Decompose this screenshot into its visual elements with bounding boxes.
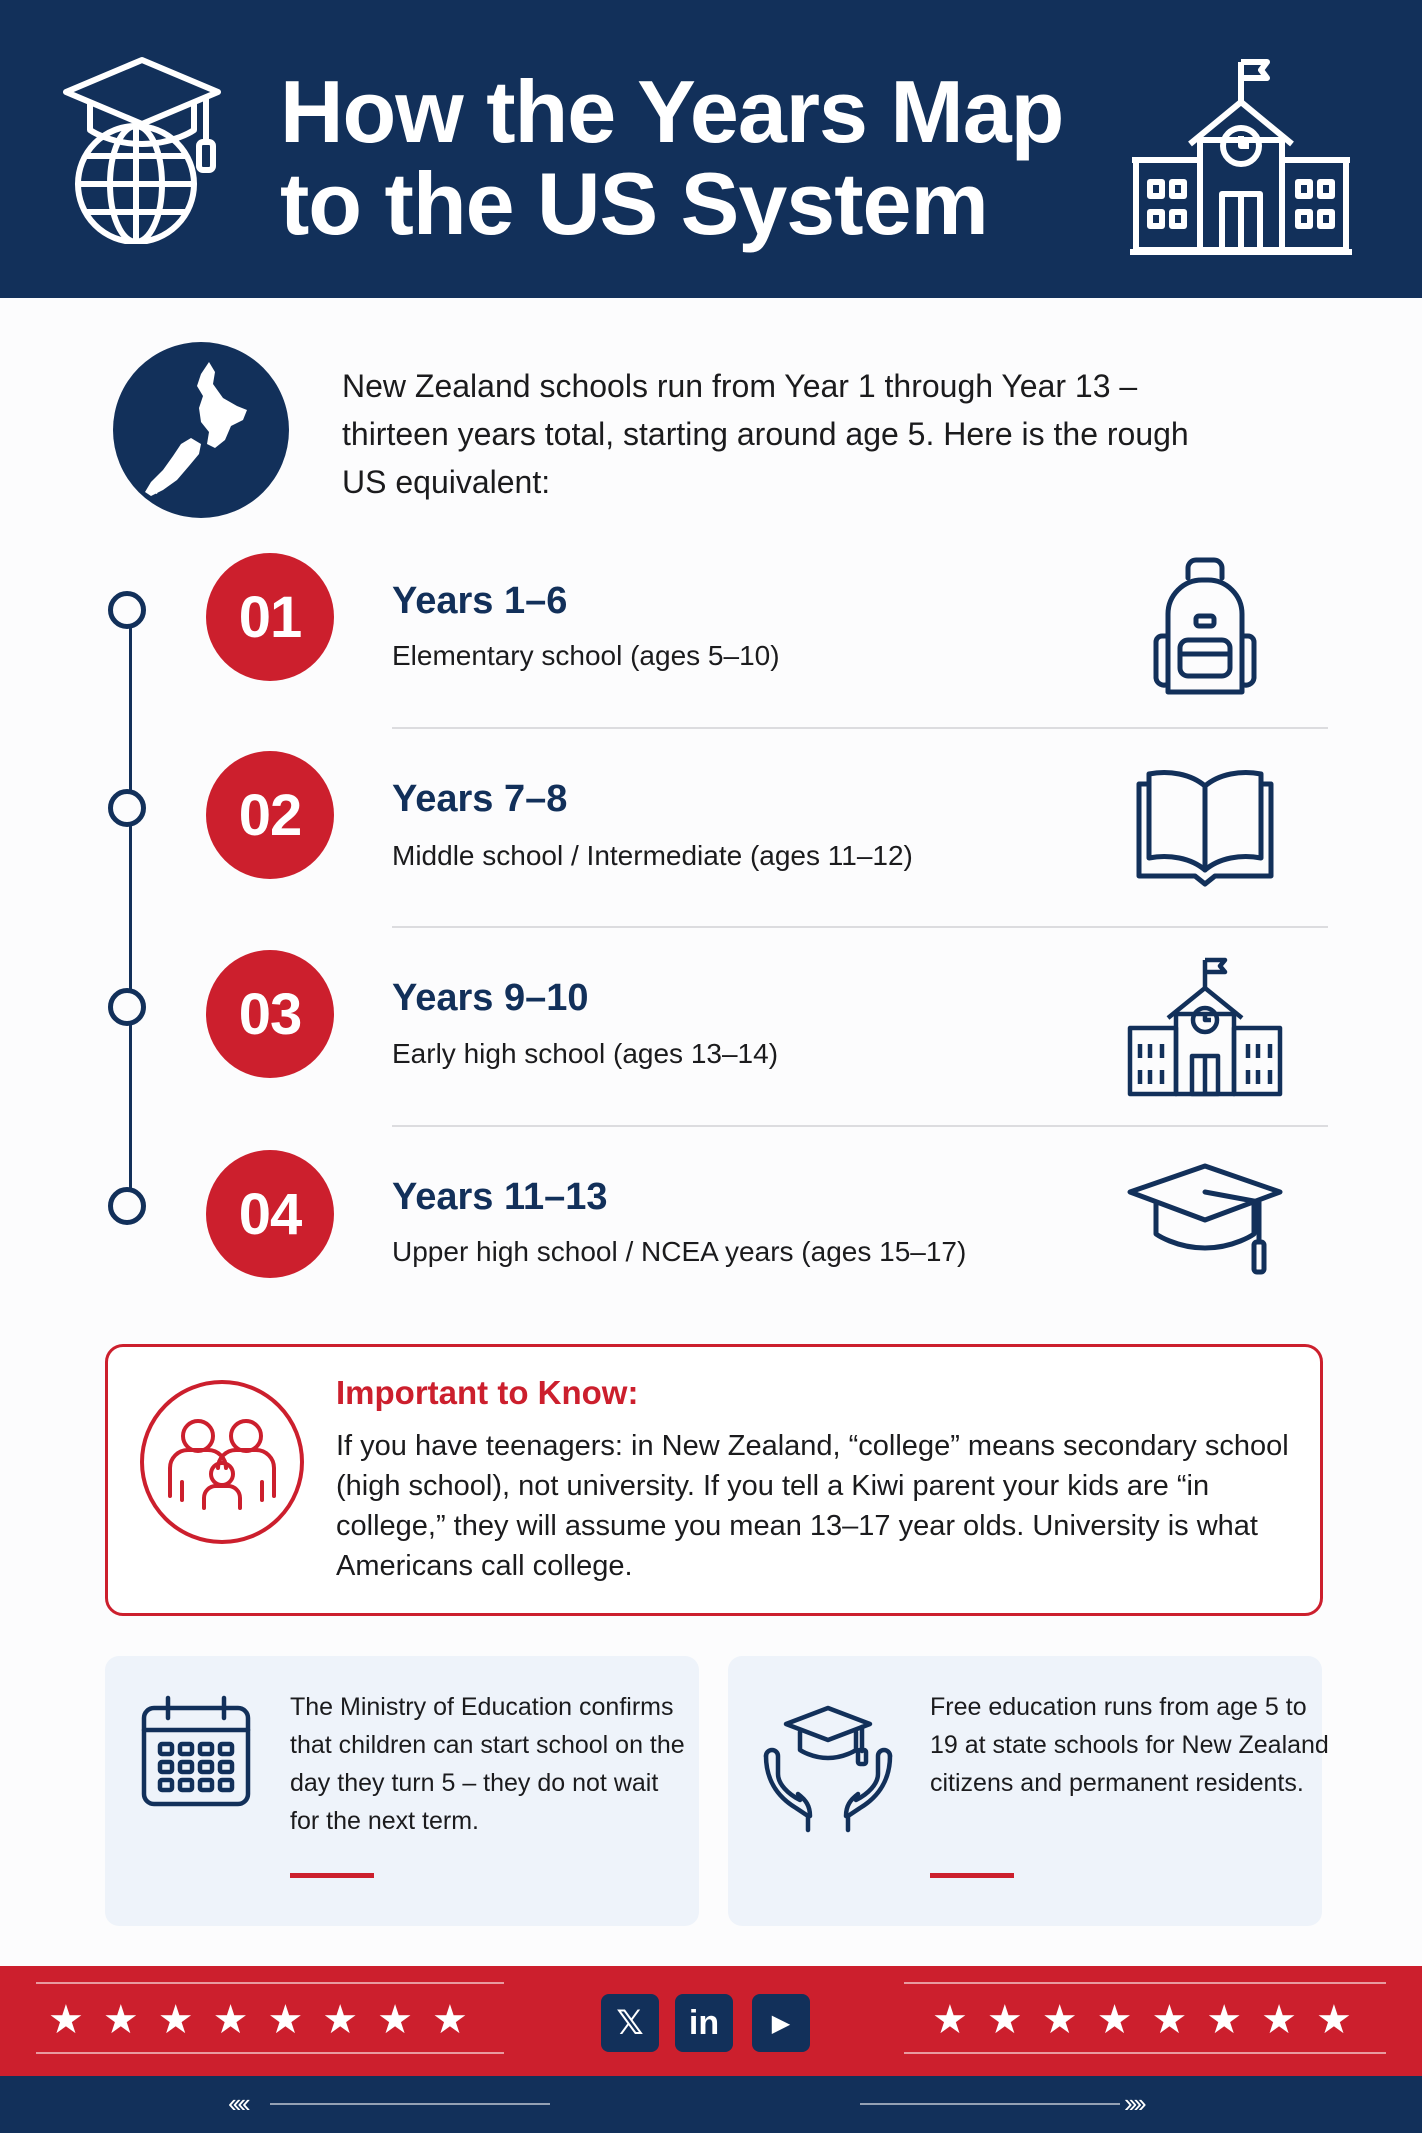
stars-right: ★★★★★★★★	[932, 1998, 1371, 2042]
youtube-icon[interactable]: ▶	[752, 1994, 810, 2052]
divider	[860, 2103, 1120, 2105]
card-accent-line	[290, 1873, 374, 1878]
step-title: Years 9–10	[392, 977, 589, 1019]
step-title: Years 11–13	[392, 1176, 608, 1218]
step-number-badge: 04	[206, 1150, 334, 1278]
step-description: Middle school / Intermediate (ages 11–12)	[392, 840, 913, 871]
school-building-icon	[1124, 956, 1286, 1098]
step-description: Elementary school (ages 5–10)	[392, 640, 780, 671]
card-accent-line	[930, 1873, 1014, 1878]
divider	[36, 1982, 504, 1984]
new-zealand-map-icon	[113, 342, 289, 518]
graduation-cap-icon	[1124, 1150, 1286, 1292]
card-text: Free education runs from age 5 to 19 at state schools for New Zealand citizens and permanent residents.	[930, 1693, 1329, 1797]
hands-graduation-cap-icon	[758, 1694, 898, 1834]
step-description: Upper high school / NCEA years (ages 15–17)	[392, 1236, 967, 1267]
backpack-icon	[1124, 556, 1286, 698]
intro-text: New Zealand schools run from Year 1 through Year 13 – thirteen years total, starting around age 5. Here is the rough US equivalent:	[342, 368, 1189, 500]
divider	[392, 926, 1328, 928]
step-number-badge: 02	[206, 751, 334, 879]
stars-left: ★★★★★★★★	[48, 1998, 487, 2042]
page-title: How the Years Map to the US System	[280, 62, 1064, 253]
footer-nav-bar	[0, 2076, 1422, 2133]
divider	[392, 727, 1328, 729]
previous-arrows[interactable]: ‹‹‹‹	[228, 2088, 247, 2118]
important-body: If you have teenagers: in New Zealand, “college” means secondary school (high school), not university. If you tell a Kiwi parent your kids are “in college,” they will assume you mean 13–17 year olds. University is what Americans call college.	[336, 1430, 1289, 1582]
step-number-badge: 03	[206, 950, 334, 1078]
divider	[36, 2052, 504, 2054]
school-building-icon	[1130, 56, 1352, 256]
x-icon[interactable]: 𝕏	[601, 1994, 659, 2052]
calendar-icon	[138, 1694, 254, 1810]
important-title: Important to Know:	[336, 1374, 639, 1411]
divider	[904, 1982, 1386, 1984]
divider	[270, 2103, 550, 2105]
step-title: Years 7–8	[392, 778, 568, 820]
divider	[904, 2052, 1386, 2054]
card-text: The Ministry of Education confirms that children can start school on the day they turn 5 – they do not wait for the next term.	[290, 1693, 685, 1835]
family-icon	[138, 1378, 306, 1546]
divider	[392, 1125, 1328, 1127]
open-book-icon	[1124, 754, 1286, 896]
timeline-node	[108, 1187, 146, 1225]
timeline-node	[108, 988, 146, 1026]
next-arrows[interactable]: ››››	[1124, 2088, 1143, 2118]
step-number-badge: 01	[206, 553, 334, 681]
timeline-node	[108, 789, 146, 827]
linkedin-icon[interactable]: in	[675, 1994, 733, 2052]
step-title: Years 1–6	[392, 580, 568, 622]
timeline-line	[129, 612, 132, 1208]
globe-graduation-cap-icon	[56, 54, 228, 244]
step-description: Early high school (ages 13–14)	[392, 1038, 779, 1069]
timeline-node	[108, 591, 146, 629]
